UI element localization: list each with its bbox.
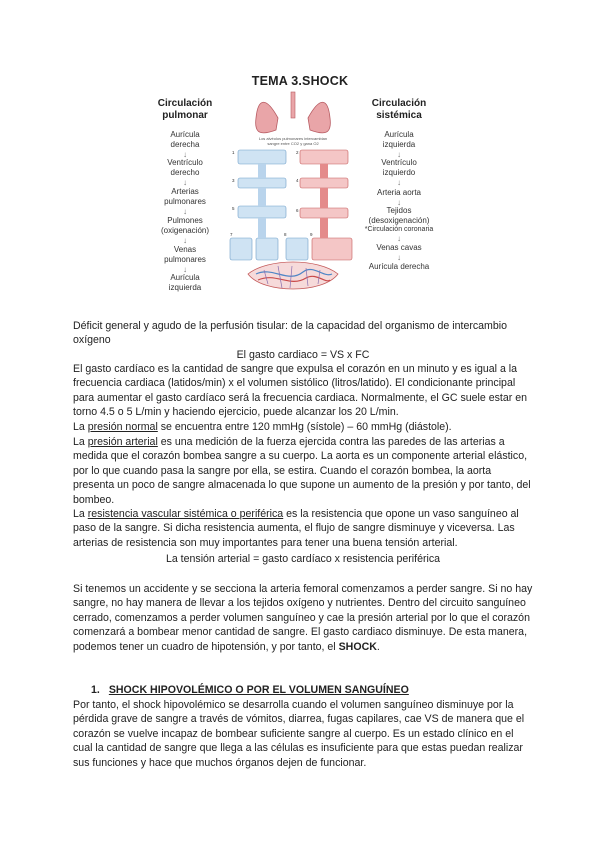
diagram-caption-line: Los alvéolos pulmonares intercambian xyxy=(258,136,328,141)
step-line: Arterias xyxy=(171,187,199,196)
diagram-step-number: 6 xyxy=(296,208,299,213)
arterial-pressure-term: presión arterial xyxy=(87,436,158,448)
diagram-caption-line: sangre entre CO2 y gana O2 xyxy=(267,141,319,146)
step-line: izquierda xyxy=(382,139,416,149)
title-line: sistémica xyxy=(376,110,422,121)
step-line: derecho xyxy=(170,167,200,177)
vascular-resistance-paragraph xyxy=(73,507,533,550)
right-step-3 xyxy=(360,188,438,198)
left-step-2 xyxy=(150,158,220,177)
down-arrow-icon: ↓ xyxy=(397,150,401,159)
pulmonary-vessel xyxy=(258,164,266,178)
down-arrow-icon: ↓ xyxy=(397,234,401,243)
text-run: es la resistencia que opone un vaso sanguíneo al paso de la sangre. Si dicha resistencia aumenta, el flujo de sangre disminuye y viceversa. Las arterias de resistencia son muy importantes para tener una buena tensión arterial. xyxy=(73,508,519,549)
down-arrow-icon: ↓ xyxy=(183,236,187,245)
diagram-step-number: 5 xyxy=(232,206,235,211)
section-heading xyxy=(91,684,409,696)
down-arrow-icon: ↓ xyxy=(183,150,187,159)
step-line: izquierda xyxy=(168,282,202,292)
diagram-step-number: 9 xyxy=(310,232,313,237)
systemic-box-3 xyxy=(300,208,348,218)
down-arrow-icon: ↓ xyxy=(183,265,187,274)
capillary-network-icon xyxy=(248,262,338,289)
step-line: izquierdo xyxy=(382,167,416,177)
step-line: Ventrículo xyxy=(167,158,203,167)
right-step-2 xyxy=(360,158,438,177)
down-arrow-icon: ↓ xyxy=(397,198,401,207)
normal-pressure-term: presión normal xyxy=(87,421,158,433)
left-step-3 xyxy=(150,187,220,206)
systemic-vessel xyxy=(320,164,328,178)
down-arrow-icon: ↓ xyxy=(397,253,401,262)
left-step-4 xyxy=(150,216,220,235)
pulmonary-box-3 xyxy=(238,206,286,218)
step-line: Aurícula xyxy=(170,273,200,282)
shock-term: SHOCK xyxy=(338,640,377,653)
pulmonary-vessel xyxy=(258,188,266,206)
text-run: se encuentra entre 120 mmHg (sístole) – 60 mmHg (diástole). xyxy=(157,421,452,433)
pulmonary-box-4 xyxy=(230,238,252,260)
systemic-box-2 xyxy=(300,178,348,188)
blood-pressure-formula: La tensión arterial = gasto cardíaco x resistencia periférica xyxy=(165,553,441,565)
left-step-1 xyxy=(150,130,220,149)
pulmonary-box-5 xyxy=(256,238,278,260)
step-line: Aurícula xyxy=(384,130,414,139)
left-step-6 xyxy=(150,273,220,292)
pulmonary-vessel xyxy=(258,218,266,238)
heading-number: 1. xyxy=(91,684,100,696)
text-run: La xyxy=(73,436,88,448)
step-line: (oxigenación) xyxy=(160,225,210,235)
pulmonary-box-1 xyxy=(238,150,286,164)
step-line: Tejidos xyxy=(386,206,412,215)
step-line: pulmonares xyxy=(164,254,206,264)
text-run: . xyxy=(376,640,380,653)
title-line: pulmonar xyxy=(162,110,208,121)
title-line: Circulación xyxy=(371,98,427,109)
text-run: Si tenemos un accidente y se secciona la arteria femoral comenzamos a perder sangre. Si no hay sangre, no hay manera de llevar a los tejidos oxígeno y nutrientes. Dentro del circuito sanguíneo cerrado, comenzamos a perder volumen sanguíneo y cae la presión arterial por lo que el corazón comenzará a bombear menor cantidad de sangre. El gasto cardiaco disminuye. De esta manera, podemos tener un cuadro de hipotensión, y por tanto, el xyxy=(73,583,533,653)
hypovolemic-shock-paragraph: Por tanto, el shock hipovolémico se desarrolla cuando el volumen sanguíneo disminuye por la pérdida grave de sangre a través de vómitos, diarrea, fugas capilares, cae VS de manera que el corazón se vuelve incapaz de bombear suficiente sangre al cuerpo. Es un estado clínico en el cual la cantidad de sangre que llega a las células es insuficiente para que estas puedan realizar sus funciones y hace que muchos órganos dejen de funcionar. xyxy=(73,699,525,769)
pulmonary-circulation-title xyxy=(150,98,220,122)
diagram-step-number: 3 xyxy=(232,178,235,183)
vascular-resistance-term: resistencia vascular sistémica o periférica xyxy=(87,508,284,520)
step-line: Venas xyxy=(173,245,197,254)
systemic-vessel xyxy=(320,188,328,208)
down-arrow-icon: ↓ xyxy=(183,178,187,187)
diagram-step-number: 7 xyxy=(230,232,233,237)
step-line: Ventrículo xyxy=(381,158,417,167)
down-arrow-icon: ↓ xyxy=(397,178,401,187)
systemic-box-1 xyxy=(300,150,348,164)
normal-pressure-paragraph xyxy=(73,420,533,434)
step-line: (desoxigenación) xyxy=(368,215,430,225)
down-arrow-icon: ↓ xyxy=(183,207,187,216)
accident-paragraph xyxy=(73,582,533,654)
text-run: La xyxy=(73,421,88,433)
heading-text: SHOCK HIPOVOLÉMICO O POR EL VOLUMEN SANGUÍNEO xyxy=(108,684,409,696)
systemic-box-4 xyxy=(286,238,308,260)
diagram-step-number: 8 xyxy=(284,232,287,237)
cardiac-output-paragraph: El gasto cardíaco es la cantidad de sangre que expulsa el corazón en un minuto y es igual a la frecuencia cardiaca (latidos/min) x el volumen sistólico (litros/latido). El condicionante principal para aumentar el gasto cardíaco será la frecuencia cardiaca. Normalmente, el GC suele estar en torno 4.5 o 5 L/min y haciendo ejercicio, puede alcanzar los 20 L/min. xyxy=(73,363,527,419)
step-line: Aurícula derecha xyxy=(368,262,430,271)
left-step-5 xyxy=(150,245,220,264)
step-line: Aurícula xyxy=(170,130,200,139)
step-line: Pulmones xyxy=(167,216,203,225)
circulation-diagram xyxy=(228,88,358,308)
cardiac-output-formula: El gasto cardiaco = VS x FC xyxy=(236,349,370,361)
step-line: Venas cavas xyxy=(376,243,422,252)
title-line: Circulación xyxy=(157,98,213,109)
lungs-icon xyxy=(256,92,331,133)
document-title: TEMA 3.SHOCK xyxy=(251,74,349,88)
right-step-6 xyxy=(355,262,443,272)
step-line: pulmonares xyxy=(164,196,206,206)
diagram-step-number: 2 xyxy=(296,150,299,155)
step-line: derecha xyxy=(170,139,200,149)
right-step-5 xyxy=(360,243,438,253)
systemic-box-5 xyxy=(312,238,352,260)
text-run: La xyxy=(73,508,88,520)
diagram-step-number: 1 xyxy=(232,150,235,155)
right-step-4 xyxy=(352,206,446,235)
text-run: es una medición de la fuerza ejercida contra las paredes de las arterias a medida que el corazón bombea sangre a su cuerpo. La aorta es un componente arterial elástico, por lo que cuando pasa la sangre por ella, se estira. Cuando el corazón bombea, la aorta presenta un poco de sangre almacenada lo que supone un aumento de la presión y por tanto, del bombeo. xyxy=(73,436,531,506)
arterial-pressure-paragraph xyxy=(73,435,533,507)
definition-paragraph: Déficit general y agudo de la perfusión tisular: de la capacidad del organismo de intercambio oxígeno xyxy=(73,320,508,347)
systemic-vessel xyxy=(320,218,328,238)
pulmonary-box-2 xyxy=(238,178,286,188)
step-line: *Circulación coronaria xyxy=(364,226,434,233)
systemic-circulation-title xyxy=(360,98,438,122)
diagram-step-number: 4 xyxy=(296,178,299,183)
right-step-1 xyxy=(360,130,438,149)
step-line: Arteria aorta xyxy=(376,188,422,197)
